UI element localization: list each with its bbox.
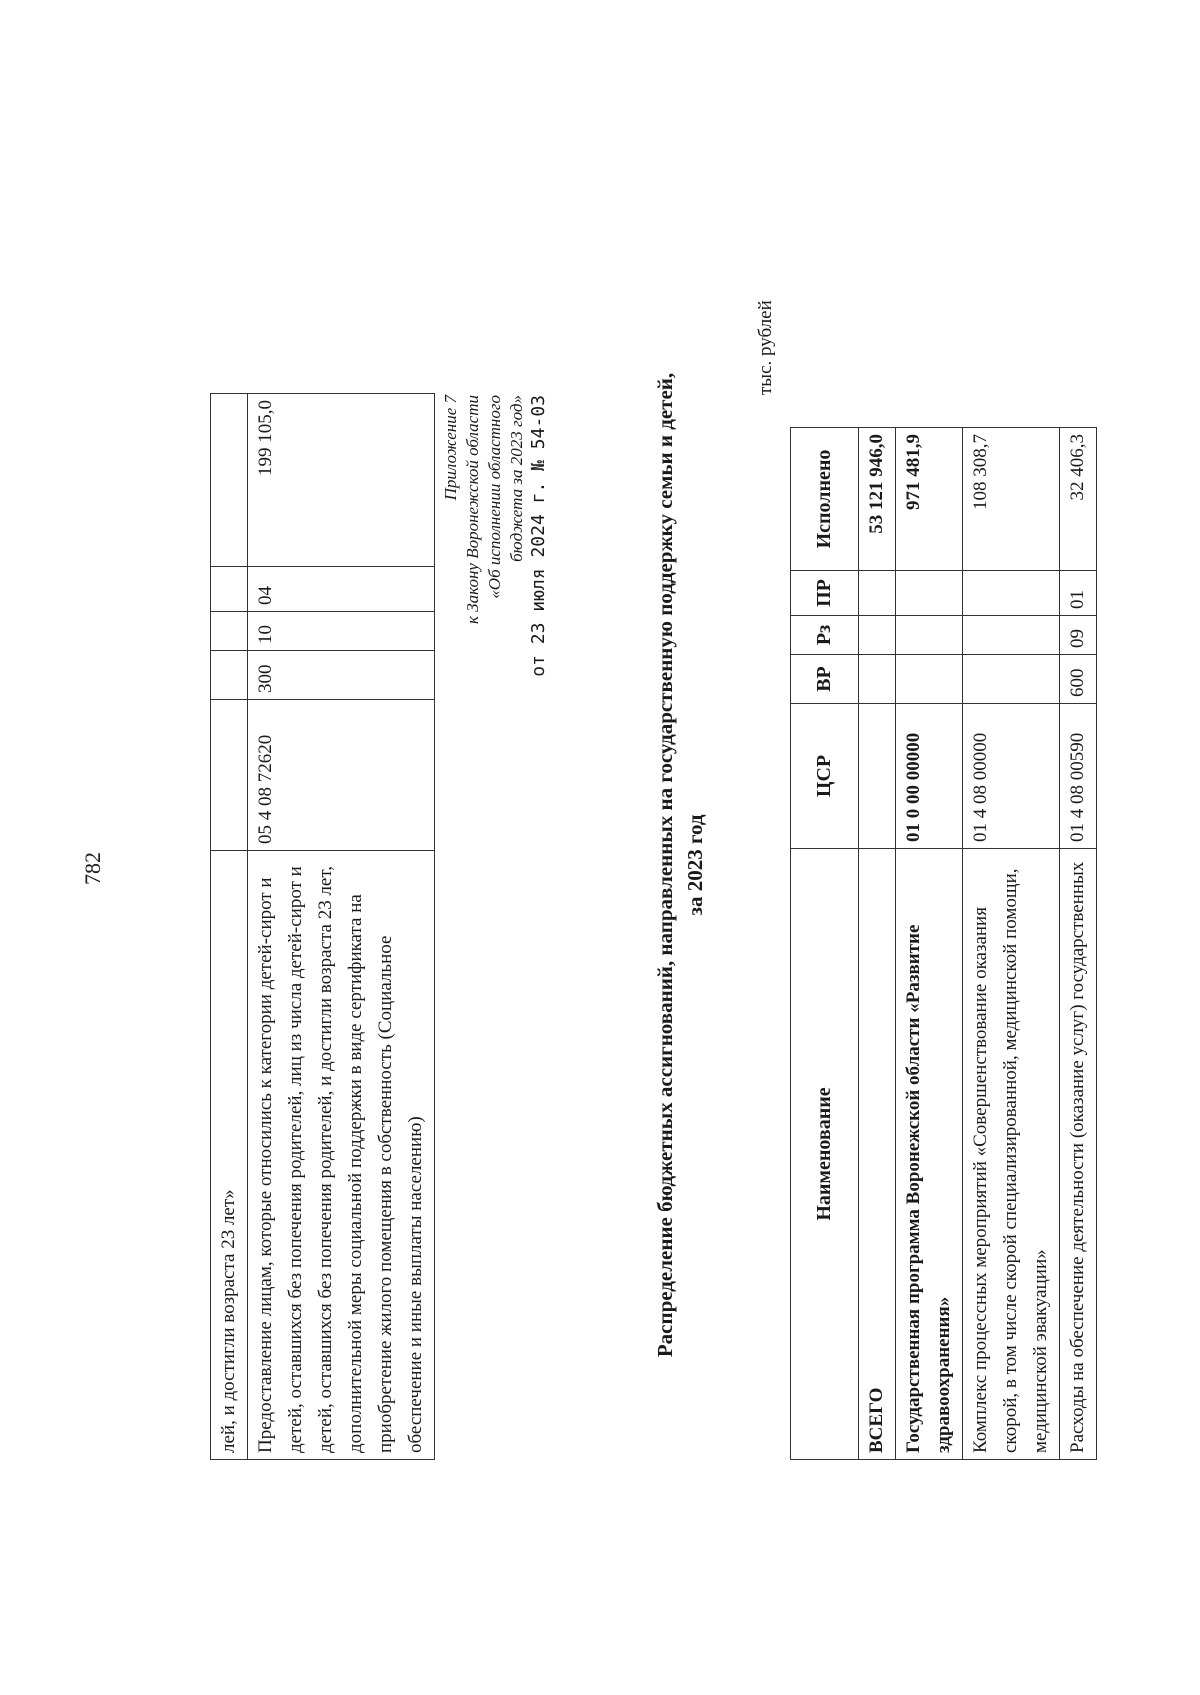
cell-pr <box>211 567 248 612</box>
cell-vr <box>896 655 963 704</box>
cell-pr: 01 <box>1060 571 1097 616</box>
cell-pr <box>963 571 1060 616</box>
cell-csr <box>211 700 248 851</box>
header-rz: Рз <box>791 616 859 655</box>
table-header-row <box>791 428 859 1460</box>
budget-table <box>790 427 1097 1460</box>
header-vr: ВР <box>791 655 859 704</box>
cell-rz <box>896 616 963 655</box>
appendix-line: бюджета за 2023 год» <box>507 395 526 562</box>
cell-name: Расходы на обеспечение деятельности (оказание услуг) государственных <box>1060 849 1097 1460</box>
table-row <box>248 394 435 1460</box>
cell-csr: 01 4 08 00000 <box>963 704 1060 849</box>
cell-name: Государственная программа Воронежской области «Развитие здравоохранения» <box>896 849 963 1460</box>
cell-vr <box>963 655 1060 704</box>
cell-vr <box>211 651 248 700</box>
cell-csr: 05 4 08 72620 <box>248 700 435 851</box>
appendix-line: Приложение 7 <box>441 395 460 501</box>
table-row <box>1060 428 1097 1460</box>
table-row <box>963 428 1060 1460</box>
cell-name: Комплекс процессных мероприятий «Совершенствование оказания скорой, в том числе скорой специализированной, медицинской помощи, медицинской эвакуации» <box>963 849 1060 1460</box>
cell-csr <box>859 704 896 849</box>
header-sum: Исполнено <box>791 428 859 571</box>
units-label: тыс. рублей <box>755 300 776 395</box>
cell-pr: 04 <box>248 567 435 612</box>
cell-sum <box>211 394 248 567</box>
cell-rz <box>963 616 1060 655</box>
title-line: за 2023 год <box>683 814 707 916</box>
table-row <box>859 428 896 1460</box>
cell-csr: 01 4 08 00590 <box>1060 704 1097 849</box>
appendix-date: от 23 июля 2024 г. № 54-03 <box>528 395 549 677</box>
cell-name: лей, и достигли возраста 23 лет» <box>211 851 248 1460</box>
cell-rz: 09 <box>1060 616 1097 655</box>
appendix-block <box>440 395 550 695</box>
appendix-line: к Закону Воронежской области <box>463 395 482 624</box>
cell-vr <box>859 655 896 704</box>
cell-vr: 600 <box>1060 655 1097 704</box>
cell-sum: 971 481,9 <box>896 428 963 571</box>
cell-sum: 32 406,3 <box>1060 428 1097 571</box>
header-pr: ПР <box>791 571 859 616</box>
cell-rz: 10 <box>248 612 435 651</box>
cell-name: Предоставление лицам, которые относились к категории детей-сирот и детей, оставшихся без попечения родителей, лиц из числа детей-сирот и детей, оставшихся без попечения родителей, и достигли возраста 23 лет, дополнительной меры социальной поддержки в виде сертификата на приобретение жилого помещения в собственность (Социальное обеспечение и иные выплаты населению) <box>248 851 435 1460</box>
cell-csr: 01 0 00 00000 <box>896 704 963 849</box>
appendix-line: «Об исполнении областного <box>485 395 504 599</box>
document-title <box>650 365 710 1365</box>
table-row <box>211 394 248 1460</box>
cell-sum: 108 308,7 <box>963 428 1060 571</box>
table-row <box>896 428 963 1460</box>
cell-name: ВСЕГО <box>859 849 896 1460</box>
cell-rz <box>211 612 248 651</box>
page-number: 782 <box>80 852 105 885</box>
cell-pr <box>859 571 896 616</box>
cell-sum: 199 105,0 <box>248 394 435 567</box>
continuation-table <box>210 393 435 1460</box>
cell-vr: 300 <box>248 651 435 700</box>
title-line: Распределение бюджетных ассигнований, направленных на государственную поддержку семьи и детей, <box>653 372 677 1358</box>
cell-pr <box>896 571 963 616</box>
cell-rz <box>859 616 896 655</box>
cell-sum: 53 121 946,0 <box>859 428 896 571</box>
header-csr: ЦСР <box>791 704 859 849</box>
header-name: Наименование <box>791 849 859 1460</box>
